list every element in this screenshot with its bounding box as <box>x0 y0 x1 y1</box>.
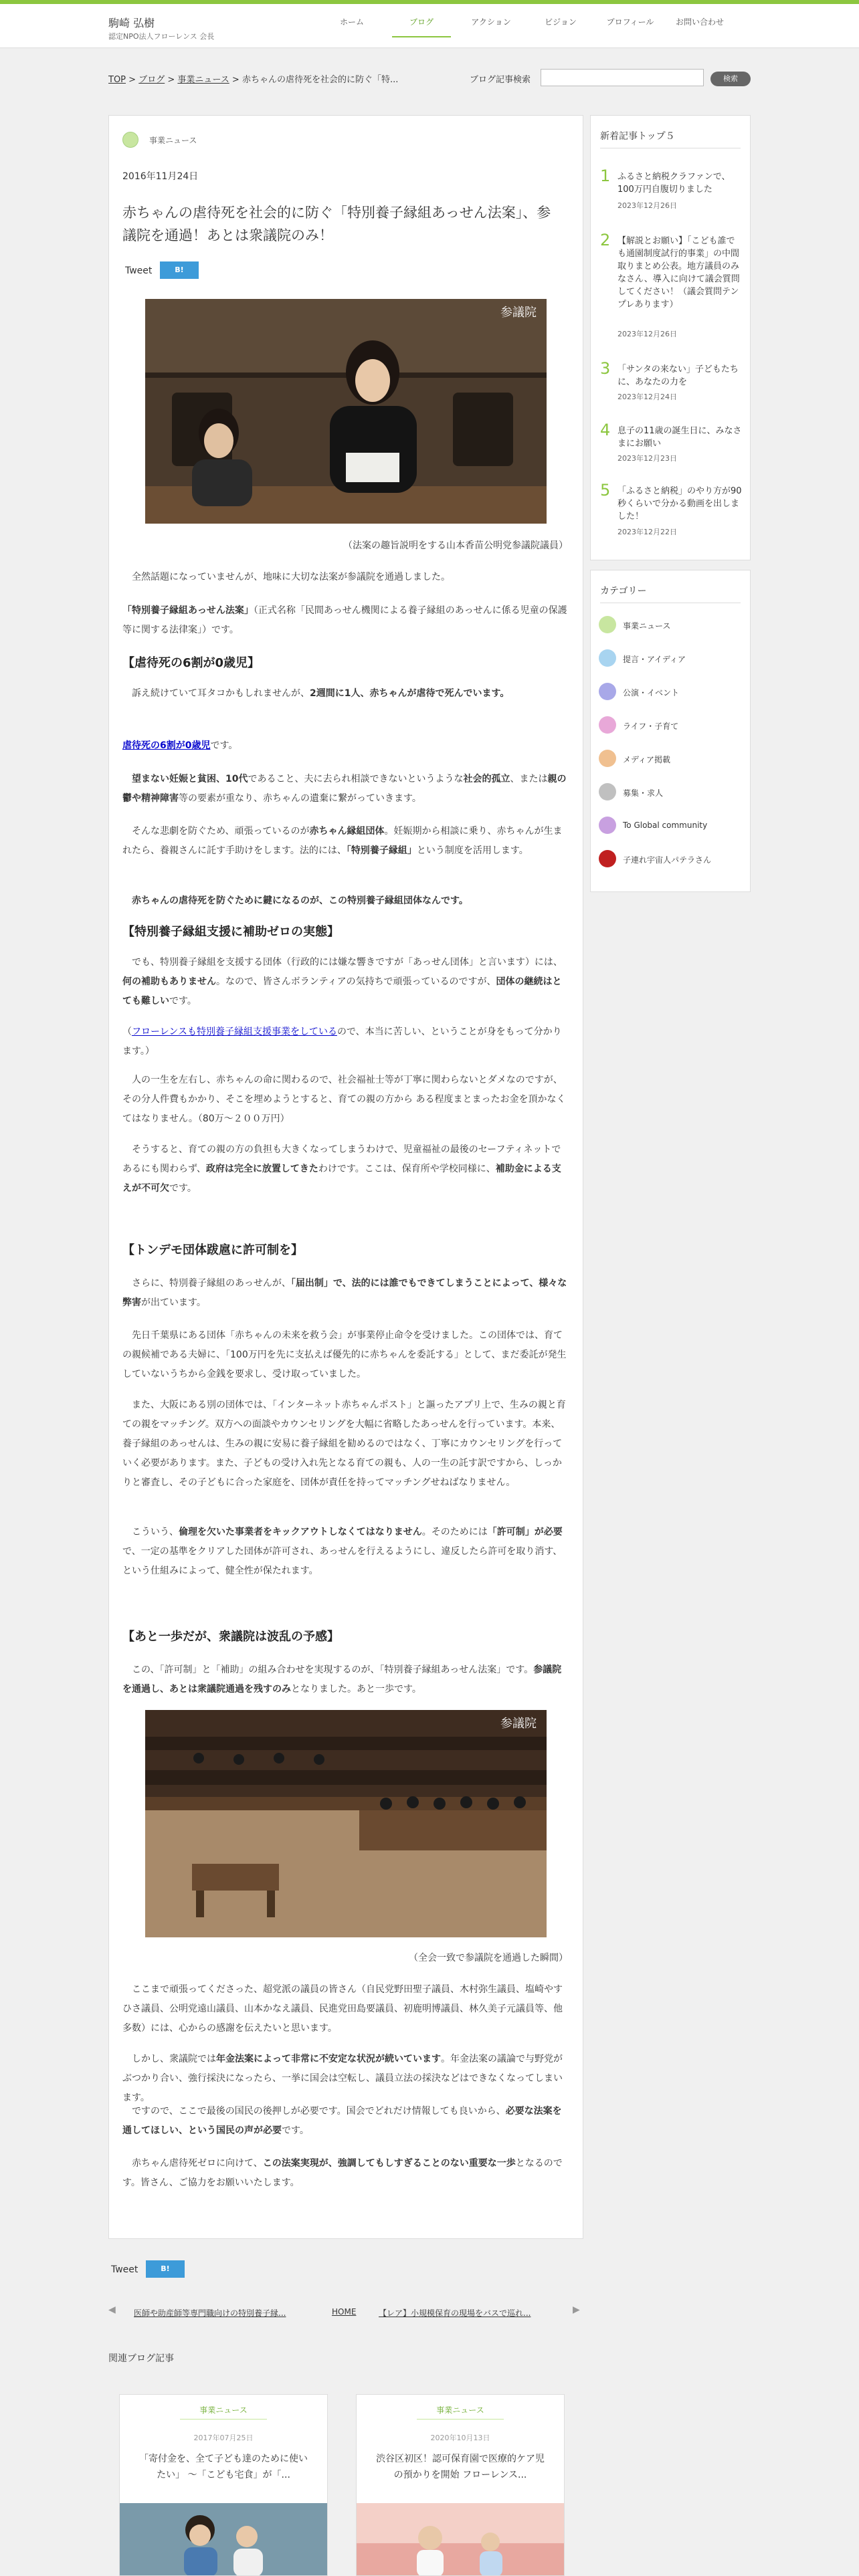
rank-number: 3 <box>600 359 611 378</box>
bottom-tweet-button[interactable]: Tweet <box>111 2264 138 2275</box>
related-post-thumbnail <box>357 2503 564 2576</box>
p15-text-1: こういう、 <box>132 1527 179 1537</box>
p8-bold-2: 団体の継続はとても難しい <box>122 976 562 1006</box>
paragraph-6 <box>122 822 568 861</box>
p8-text-2: 。なので、皆さんボランティアの気持ちで頑張っているのですが、 <box>216 976 496 987</box>
p18-text-1: しかし、衆議院では <box>132 2054 216 2064</box>
florence-adoption-link[interactable]: フローレンスも特別養子縁組支援事業をしている <box>132 1027 337 1037</box>
paragraph-1: 全然話題になっていませんが、地味に大切な法案が参議院を通過しました。 <box>132 572 450 582</box>
category-dot-icon <box>599 783 616 800</box>
p19-text-1: ですので、ここで最後の国民の後押しが必要です。国会でどれだけ情報しても良いから、 <box>132 2106 506 2117</box>
paragraph-19 <box>122 2102 568 2141</box>
next-post-link[interactable]: 【レア】小規模保育の現場をバスで巡れ... <box>379 2309 531 2318</box>
nav-home[interactable]: ホーム <box>339 17 364 27</box>
breadcrumb-separator: > <box>167 75 175 85</box>
heading-infant-abuse: 【虐待死の6割が0歳児】 <box>122 656 260 670</box>
category-item-media[interactable]: メディア掲載 <box>623 755 671 764</box>
paragraph-17: ここまで頑張ってくださった、超党派の議員の皆さん（自民党野田聖子議員、木村弥生議員、塩崎やすひさ議員、公明党遠山議員、山本かなえ議員、民進党田島要議員、初鹿明博議員、林久美子元議員等、他多数）には、心からの感謝を伝えたいと思います。 <box>122 1984 563 2034</box>
p16-bold: 参議院を通過し、あとは衆議院通過を残すのみ <box>122 1665 562 1695</box>
paragraph-5 <box>122 770 568 809</box>
category-dot-icon <box>599 616 616 633</box>
unanimous-vote-photo <box>145 1710 547 1937</box>
p3-bold: 2週間に1人、赤ちゃんが虐待で死んでいます。 <box>310 688 510 699</box>
related-post-date: 2020年10月13日 <box>430 2434 490 2442</box>
breadcrumb-blog[interactable]: ブログ <box>138 75 165 85</box>
article-date: 2016年11月24日 <box>122 171 199 182</box>
p11-text-1: そうすると、育ての親の方の負担も大きくなってしまうわけで、児童福祉の最後のセーフティネットであるにも関わらず、 <box>122 1144 561 1174</box>
heading-no-subsidy: 【特別養子縁組支援に補助ゼロの実態】 <box>122 925 339 939</box>
p11-bold-2: 補助金による支えが不可欠 <box>122 1164 561 1194</box>
category-item-events[interactable]: 公演・イベント <box>623 688 680 697</box>
rank-post-title[interactable]: 「サンタの来ない」子どもたちに、あなたの力を <box>617 364 739 387</box>
thumbnail-2-illustration <box>357 2503 564 2576</box>
tweet-button[interactable]: Tweet <box>125 265 153 276</box>
category-dot-icon <box>599 850 616 867</box>
prev-arrow-icon[interactable]: ◀ <box>108 2304 116 2315</box>
bottom-hatena-button[interactable]: B! <box>146 2260 185 2278</box>
categories-title: カテゴリー <box>600 586 647 597</box>
photo2-illustration <box>145 1710 547 1937</box>
photo-illustration <box>145 299 547 524</box>
article-container <box>108 115 583 2239</box>
breadcrumb-current: 赤ちゃんの虐待死を社会的に防ぐ「特... <box>242 75 399 85</box>
rank-post-title[interactable]: 【解説とお願い】「こども誰でも通園制度試行的事業」の中間取りまとめ公表。地方議員のみなさん、導入に向けて議会質問してください！（議会質問テンプレあります） <box>617 236 740 310</box>
site-header <box>0 4 859 48</box>
photo1-label: 参議院 <box>500 306 537 320</box>
senate-session-photo <box>145 299 547 524</box>
related-post-category: 事業ニュース <box>436 2405 484 2415</box>
divider <box>417 2419 504 2420</box>
category-item-news[interactable]: 事業ニュース <box>623 621 671 631</box>
category-dot-icon <box>599 817 616 834</box>
p19-text-2: です。 <box>282 2125 309 2136</box>
rank-number: 4 <box>600 421 611 439</box>
thumbnail-1-illustration <box>120 2503 327 2576</box>
category-item-life[interactable]: ライフ・子育て <box>623 722 679 731</box>
p18-text-2: 。年金法案の議論で与野党がぶつかり合い、強行採決になったら、一挙に国会は空転し、議員立法の採決などはできなくなってしまいます。 <box>122 2054 563 2103</box>
p3-text: 訴え続けていて耳タコかもしれませんが、 <box>132 688 310 699</box>
p6-text-2: 。妊娠期から相談に乗り、赤ちゃんが生まれたら、養親さんに託す手助けをします。法的には、 <box>122 826 563 856</box>
p12-bold: 「届出制」で、法的には誰でもできてしまうことによって、様々な弊害 <box>122 1278 567 1308</box>
p18-bold: 年金法案によって非常に不安定な状況が続いています <box>216 2054 441 2064</box>
paragraph-10: 人の一生を左右し、赤ちゃんの命に関わるので、社会福祉士等が丁寧に関わらないとダメなのですが、その分人件費もかかり、そこを埋めようとすると、育ての親の方から ある程度まとまったお金を頂かなくてはなりません。（80万〜２００万円） <box>122 1075 566 1124</box>
p15-bold-2: 「許可制」が必要 <box>487 1527 563 1537</box>
related-posts-title: 関連ブログ記事 <box>108 2353 174 2364</box>
rank-post-date: 2023年12月22日 <box>617 528 677 536</box>
rank-post-date: 2023年12月24日 <box>617 393 677 401</box>
p11-bold-1: 政府は完全に放置してきた <box>205 1164 318 1174</box>
breadcrumb-separator: > <box>128 75 136 85</box>
paragraph-2 <box>122 601 568 640</box>
paragraph-15 <box>122 1523 568 1581</box>
p15-text-2: 。そのためには <box>421 1527 488 1537</box>
photo2-label: 参議院 <box>500 1717 537 1731</box>
p19-bold: 必要な法案を通してほしい、という国民の声が必要 <box>122 2106 562 2136</box>
category-dot-icon <box>599 683 616 700</box>
p16-text-1: この、「許可制」と「補助」の組み合わせを実現するのが、「特別養子縁組あっせん法案」です。 <box>132 1665 534 1675</box>
paragraph-11 <box>122 1140 568 1198</box>
related-post-thumbnail <box>120 2503 327 2576</box>
sidebar-categories <box>590 570 751 892</box>
p8-text-1: でも、特別養子縁組を支援する団体（行政的には嫌な響きですが「あっせん団体」と言います）には、 <box>132 957 563 968</box>
nav-profile[interactable]: プロフィール <box>606 17 654 27</box>
related-post-title: 「寄付金を、全て子ども達のために使いたい」 〜「こども宅食」が「... <box>139 2454 308 2480</box>
nav-contact[interactable]: お問い合わせ <box>675 17 724 27</box>
latest-posts-title: 新着記事トップ５ <box>600 131 675 142</box>
hatena-bookmark-button[interactable]: B! <box>160 261 199 279</box>
site-owner-name[interactable]: 駒崎 弘樹 <box>108 17 155 29</box>
main-nav <box>317 4 735 44</box>
p15-text-3: で、一定の基準をクリアした団体が許可され、あっせんを行えるようにし、違反したら許可を取り消す、という仕組みによって、健全性が保たれます。 <box>122 1546 563 1576</box>
rank-post-date: 2023年12月26日 <box>617 330 677 338</box>
p8-bold-1: 何の補助もありません <box>122 976 216 987</box>
p5-text-3: 等の要素が重なり、赤ちゃんの遺棄に繋がっていきます。 <box>179 793 421 804</box>
category-icon <box>122 132 138 148</box>
paragraph-8 <box>122 953 568 1011</box>
related-post-date: 2017年07月25日 <box>193 2434 254 2442</box>
category-item-recruit[interactable]: 募集・求人 <box>623 788 664 798</box>
divider <box>180 2419 267 2420</box>
nav-action[interactable]: アクション <box>471 17 511 27</box>
related-post-card[interactable] <box>356 2394 565 2576</box>
p5-bold-1: 望まない妊娠と貧困、10代 <box>132 774 248 784</box>
home-link[interactable]: HOME <box>332 2307 357 2317</box>
prev-post-link[interactable]: 医師や助産師等専門職向けの特別養子縁... <box>134 2309 286 2318</box>
category-dot-icon <box>599 716 616 734</box>
nav-vision[interactable]: ビジョン <box>545 17 577 27</box>
breadcrumb-category[interactable]: 事業ニュース <box>177 75 229 85</box>
rank-number: 2 <box>600 231 611 249</box>
breadcrumb-top[interactable]: TOP <box>108 75 126 85</box>
paragraph-4 <box>122 736 568 756</box>
p6-text-1: そんな悲劇を防ぐため、頑張っているのが <box>132 826 310 837</box>
heading-lower-house: 【あと一歩だが、衆議院は波乱の予感】 <box>122 1630 339 1644</box>
p5-bold-3: 親の鬱や精神障害 <box>122 774 567 804</box>
p8-text-3: です。 <box>169 996 197 1006</box>
p11-text-2: わけです。ここは、保育所や学校同様に、 <box>318 1164 496 1174</box>
site-owner-subtitle: 認定NPO法人フローレンス 会長 <box>108 32 215 41</box>
p11-text-3: です。 <box>169 1183 197 1194</box>
related-post-category: 事業ニュース <box>199 2405 248 2415</box>
p5-text-2: 、または <box>510 774 548 784</box>
article-title: 赤ちゃんの虐待死を社会的に防ぐ「特別養子縁組あっせん法案」、参議院を通過！あとは衆議院のみ！ <box>122 205 551 243</box>
paragraph-18 <box>122 2050 568 2108</box>
rank-number: 1 <box>600 167 611 185</box>
paragraph-16 <box>122 1660 568 1699</box>
breadcrumb-separator: > <box>231 75 240 85</box>
p20-text-2: となるのです。皆さん、ご協力をお願いいたします。 <box>122 2158 563 2188</box>
category-item-patera[interactable]: 子連れ宇宙人パテラさん <box>623 855 712 865</box>
heading-permit-system: 【トンデモ団体跋扈に許可制を】 <box>122 1243 303 1257</box>
p6-text-3: という制度を活用します。 <box>416 845 529 856</box>
paragraph-13: 先日千葉県にある団体「赤ちゃんの未来を救う会」が事業停止命令を受けました。この団体では、育ての親候補である夫婦に、「100万円を先に支払えば優先的に赤ちゃんを委託する」として、まだ委託が発生していないうちから金銭を要求し、受け取っていました。 <box>122 1330 567 1380</box>
abuse-stats-link[interactable]: 虐待死の6割が0歳児 <box>122 740 211 751</box>
category-item-ideas[interactable]: 提言・アイディア <box>623 655 686 664</box>
sidebar-latest-posts <box>590 115 751 560</box>
p9-text-2: ので、本当に苦しい、ということが身をもって分かります。） <box>122 1027 562 1057</box>
photo1-caption: （法案の趣旨説明をする山本香苗公明党参議院議員） <box>343 540 568 551</box>
p4-text: です。 <box>210 740 238 751</box>
p15-bold-1: 倫理を欠いた事業者をキックアウトしなくてはなりません <box>179 1527 422 1537</box>
category-dot-icon <box>599 750 616 767</box>
p12-text-1: さらに、特別養子縁組のあっせんが、 <box>132 1278 291 1289</box>
paragraph-9 <box>122 1023 568 1061</box>
breadcrumb <box>108 72 398 85</box>
photo2-caption: （全会一致で参議院を通過した瞬間） <box>409 1953 568 1963</box>
p6-bold-2: 「特別養子縁組」 <box>346 845 417 856</box>
paragraph-3 <box>122 684 568 704</box>
rank-post-date: 2023年12月23日 <box>617 454 677 463</box>
article-category[interactable]: 事業ニュース <box>149 136 197 145</box>
next-arrow-icon[interactable]: ▶ <box>573 2304 580 2315</box>
blog-search-label: ブログ記事検索 <box>470 75 531 85</box>
rank-number: 5 <box>600 481 611 500</box>
p6-bold-1: 赤ちゃん縁組団体 <box>309 826 385 837</box>
p12-text-2: が出ています。 <box>141 1297 206 1308</box>
p9-text-1: （ <box>122 1027 132 1037</box>
p16-text-2: となりました。あと一歩です。 <box>291 1684 421 1695</box>
rank-post-title[interactable]: 「ふるさと納税」のやり方が90秒くらいで分かる動画を出しました！ <box>617 486 742 522</box>
paragraph-7: 赤ちゃんの虐待死を防ぐために鍵になるのが、この特別養子縁組団体なんです。 <box>132 895 468 906</box>
category-dot-icon <box>599 649 616 667</box>
p20-bold: この法案実現が、強調してもしすぎることのない重要な一歩 <box>262 2158 516 2169</box>
p5-text-1: であること、夫に去られ相談できないというような <box>248 774 464 784</box>
blog-search-button[interactable]: 検索 <box>710 72 751 86</box>
p2-bold: 「特別養子縁組あっせん法案」 <box>122 605 254 616</box>
p5-bold-2: 社会的孤立 <box>463 774 510 784</box>
related-post-title: 渋谷区初区！認可保育園で医療的ケア児の預かりを開始 フローレンス... <box>376 2454 545 2480</box>
p20-text-1: 赤ちゃん虐待死ゼロに向けて、 <box>132 2158 263 2169</box>
blog-search-input[interactable] <box>541 69 704 86</box>
paragraph-20 <box>122 2154 568 2193</box>
rank-post-date: 2023年12月26日 <box>617 201 677 210</box>
p2-text: （正式名称「民間あっせん機関による養子縁組のあっせんに係る児童の保護等に関する法律案」）です。 <box>122 605 567 635</box>
rank-post-title[interactable]: 息子の11歳の誕生日に、みなさまにお願い <box>617 426 742 449</box>
related-post-card[interactable] <box>119 2394 328 2576</box>
category-item-global[interactable]: To Global community <box>623 821 708 830</box>
paragraph-12 <box>122 1274 568 1313</box>
nav-blog[interactable]: ブログ <box>387 4 456 44</box>
rank-post-title[interactable]: ふるさと納税クラファンで、100万円自腹切りました <box>617 172 731 195</box>
paragraph-14: また、大阪にある別の団体では、「インターネット赤ちゃんポスト」と謳ったアプリ上で、生みの親と育ての親をマッチング。双方への面談やカウンセリングを大幅に省略したあっせんを行っています。本来、養子縁組のあっせんは、生みの親に安易に養子縁組を勧めるのではなく、丁寧にカウンセリングを行っていく必要があります。また、子どもの受け入れ先となる育ての親も、人の一生の託す訳ですから、しっかりと審査し、その子どもに合った家庭を、団体が責任を持ってマッチングせねばなりません。 <box>122 1400 566 1488</box>
